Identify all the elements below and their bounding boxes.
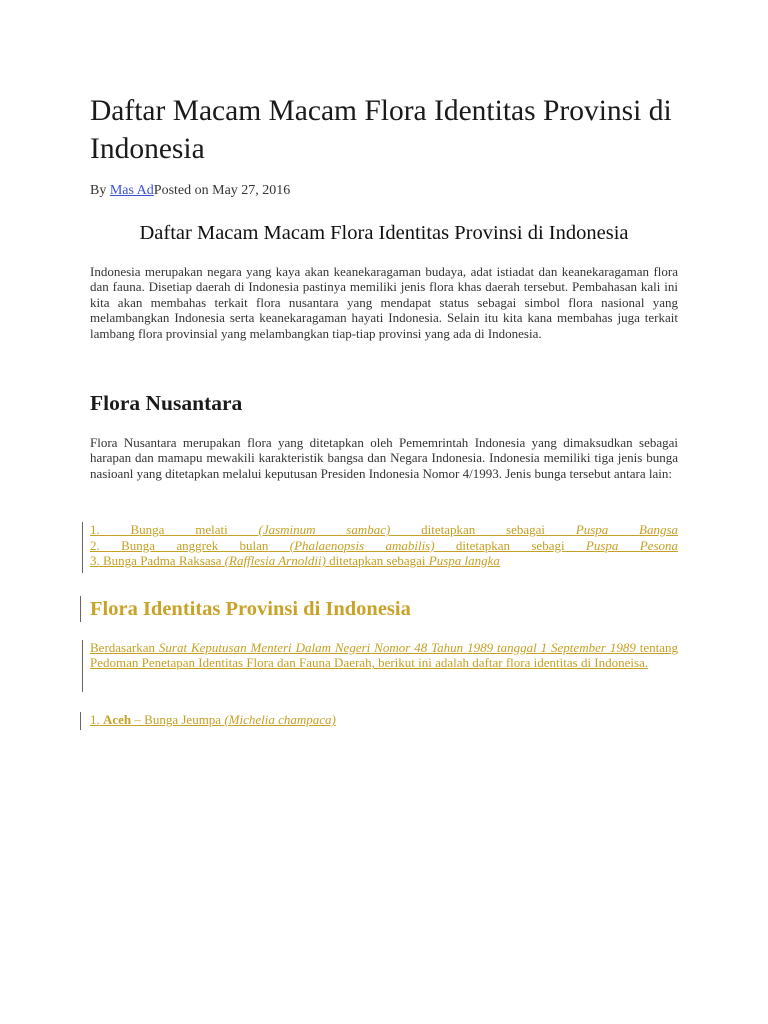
heading-bar: [80, 596, 81, 622]
quote-bar: [80, 712, 81, 730]
section-heading-flora-nusantara: Flora Nusantara: [90, 391, 243, 415]
article-heading: Daftar Macam Macam Flora Identitas Provinsi di Indonesia: [139, 222, 629, 244]
section-heading-flora-provinsi[interactable]: Flora Identitas Provinsi di Indonesia: [90, 598, 411, 620]
article-title: Daftar Macam Macam Flora Identitas Provinsi di Indonesia: [90, 95, 672, 165]
posted-date: Posted on May 27, 2016: [153, 183, 291, 198]
quote-bar: [82, 640, 83, 692]
list-item[interactable]: 1. Bunga melati (Jasminum sambac) ditetapkan sebagai Puspa Bangsa: [90, 522, 679, 537]
byline: [90, 183, 290, 199]
list-item[interactable]: 2. Bunga anggrek bulan (Phalaenopsis amabilis) ditetapkan sebagi Puspa Pesona: [90, 537, 679, 553]
flora-provinsi-paragraph[interactable]: Berdasarkan Surat Keputusan Menteri Dalam Negeri Nomor 48 Tahun 1989 tanggal 1 September 1989 tentang Pedoman Penetapan Identitas Flora dan Fauna Daerah, berikut ini adalah daftar flora identitas di Indoneisa.: [90, 640, 679, 671]
byline-prefix: By: [90, 183, 110, 198]
quote-bar: [82, 522, 83, 573]
list-item[interactable]: 3. Bunga Padma Raksasa (Rafflesia Arnoldii) ditetapkan sebagai Puspa langka: [90, 553, 500, 568]
author-link[interactable]: Mas Ad: [109, 183, 154, 198]
province-item-aceh[interactable]: 1. Aceh – Bunga Jeumpa (Michelia champaca): [90, 712, 336, 727]
national-flower-list: [90, 522, 678, 569]
flora-nusantara-paragraph: Flora Nusantara merupakan flora yang ditetapkan oleh Pememrintah Indonesia yang dimaksudkan sebagai harapan dan mamapu mewakili karakteristik bangsa dan Negara Indonesia. Indonesia memiliki tiga jenis bunga nasioanl yang ditetapkan melalui keputusan Presiden Indonesia Nomor 4/1993. Jenis bunga tersebut antara lain:: [90, 435, 678, 481]
intro-paragraph: Indonesia merupakan negara yang kaya akan keanekaragaman budaya, adat istiadat dan keanekaragaman flora dan fauna. Disetiap daerah di Indonesia pastinya memiliki jenis flora khas daerah tersebut. Pembahasan kali ini kita akan membahas terkait flora nusantara yang mendapat status sebagai simbol flora nasional yang melambangkan Indonesia serta keanekaragaman hayati Indonesia. Selain itu kita kana membahas juga terkait lambang flora provinsial yang melambangkan tiap-tiap provinsi yang ada di Indonesia.: [90, 264, 678, 341]
